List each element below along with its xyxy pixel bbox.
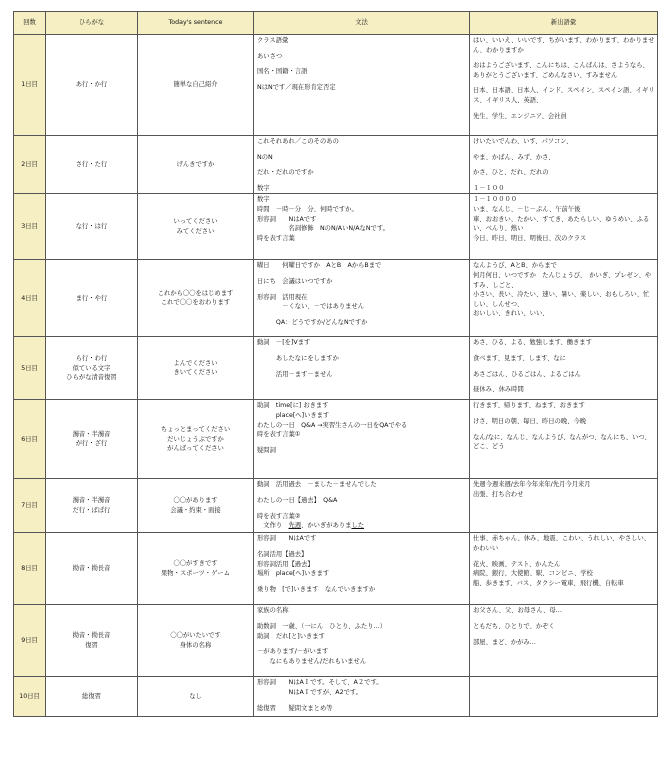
sentence-cell [138,260,254,337]
header-row [14,12,658,35]
hiragana-cell [46,136,138,194]
sentence-line: 〇〇がすきです [173,560,218,568]
grammar-line: 総復習 疑問文まとめ等 [257,704,333,712]
table-row [14,479,658,533]
day-cell: 5日目 [14,337,46,400]
vocab-cell [470,400,658,479]
vocab-line: 食べます、見ます、します、なに [473,354,566,362]
hiragana-line: 似ている文字 [72,364,111,372]
hiragana-line: ま行・や行 [75,294,108,302]
vocab-line: おいしい、きれい、いい、 [473,310,549,318]
grammar-line: 助詞 time[に] おきます [257,402,329,410]
vocab-lines [470,337,657,394]
vocab-line: やま、かばん、みず、かさ、 [473,153,555,161]
vocab-line: けさ、明日の朝、毎日、昨日の晩、今晩 [473,417,587,425]
vocab-line: １－１００００ [473,196,518,204]
grammar-line: 数字 [257,184,270,192]
header-hiragana: ひらがな [46,12,138,35]
table-row [14,400,658,479]
grammar-line: 形容詞 NはAです [257,535,317,543]
grammar-lines [254,400,469,455]
table-row [14,136,658,194]
table-row [14,260,658,337]
sentence-line: がんばってください [167,445,224,453]
grammar-cell [254,677,470,717]
sentence-line: 会議・約束・面接 [170,506,221,514]
grammar-line: 日にち 会議はいつですか [257,277,333,285]
sentence-cell [138,194,254,260]
grammar-line: わたしの一日【過去】 Q&A [257,496,338,504]
vocab-line: 花火、映画、テスト、かんたん [473,560,561,568]
underlined-text: した [351,522,365,530]
vocab-lines [470,35,657,121]
sentence-cell [138,605,254,677]
hiragana-line: だ行・ばぱ行 [72,506,111,514]
vocab-line: 日本、日本語、日本人、インド、スペイン、スペイン語、イギリス、イギリス人、英語、 [473,87,655,104]
grammar-lines [254,136,469,193]
vocab-lines [470,533,657,588]
table-row [14,605,658,677]
vocab-cell [470,194,658,260]
vocab-lines [470,400,657,451]
table-row [14,194,658,260]
grammar-lines [254,260,469,327]
vocab-line: あさ、ひる、よる、勉強します、働きます [473,339,592,347]
hiragana-cell [46,337,138,400]
vocab-line: お父さん、父、お母さん、母… [473,607,562,615]
day-cell: 3日目 [14,194,46,260]
vocab-lines [470,605,657,647]
vocab-lines [470,479,657,499]
sentence-line: 身体の名称 [179,641,212,649]
sentence-line: 〇〇がいたいです [170,632,221,640]
day-cell: 6日目 [14,400,46,479]
table-row [14,337,658,400]
vocab-line: なんようび、AとB、からまで [473,262,557,270]
grammar-line: 動詞 －[を]Vます [257,339,311,347]
vocab-lines [470,136,657,193]
vocab-line: 昼休み、休み時間 [473,386,524,394]
hiragana-line: 総復習 [82,693,101,701]
sentence-cell [138,35,254,136]
hiragana-cell [46,533,138,605]
sentence-line: だいじょうぶですか [167,435,224,443]
vocab-cell [470,35,658,136]
grammar-lines [254,533,469,594]
sentence-cell [138,533,254,605]
grammar-line: 乗り物 [で]いきます なんでいきますか [257,585,376,593]
sentence-line: いってください [173,218,218,226]
grammar-line: 形容詞 活用現在 [257,293,308,301]
day-cell: 1日目 [14,35,46,136]
day-cell: 10日目 [14,677,46,717]
vocab-line: おはようございます、こんにちは、こんばんは、さようなら、ありがとうございます、ごめんなさい、すみません [473,62,649,79]
hiragana-cell [46,479,138,533]
header-sentence: Today's sentence [138,12,254,35]
vocab-line: 先週今週来週/去年今年来年/先月今月来月 [473,481,591,489]
grammar-line: QA：どうですか/どんなNですか [257,318,368,326]
curriculum-sheet [13,11,657,717]
sentence-line: 〇〇があります [173,497,218,505]
hiragana-cell [46,194,138,260]
grammar-line: これそれあれ／このそのあの [257,138,339,145]
sentence-cell [138,400,254,479]
sentence-line: 果物・スポーツ・ゲーム [160,569,230,577]
grammar-line: place[へ]いきます [257,411,330,419]
vocab-cell [470,677,658,717]
grammar-line: 国名・国籍・言語 [257,68,308,76]
vocab-cell [470,337,658,400]
day-cell: 8日目 [14,533,46,605]
grammar-lines [254,605,469,666]
grammar-line: なにもありません/だれもいません [257,657,367,665]
grammar-lines [254,337,469,379]
grammar-line: 曜日 何曜日ですか AとB AからBまで [257,262,382,270]
grammar-line: 数字 [257,196,270,204]
grammar-cell [254,136,470,194]
grammar-line: 形容詞活用【過去】 [257,560,314,568]
grammar-line: 助数詞 一歳、（一にん ひとり、ふたり…） [257,622,387,630]
day-cell: 7日目 [14,479,46,533]
vocab-line: なん/なに、なんじ、なんようび、なんがつ、なんにち、いつ、どこ、どう [473,433,651,451]
grammar-line: クラス語彙 [257,37,289,44]
grammar-line: 家族の名称 [257,607,289,615]
vocab-cell [470,479,658,533]
hiragana-cell [46,677,138,717]
grammar-cell [254,400,470,479]
grammar-cell [254,479,470,533]
vocab-line: 行きます、帰ります、ねます、おきます [473,402,585,410]
grammar-line: 動詞 活用過去 －ました－ませんでした [257,481,377,489]
grammar-lines [254,677,469,713]
vocab-line: ともだち、ひとりで、かぞく [473,622,555,630]
sentence-line: みてください [176,227,215,235]
vocab-line: １－１００ [473,184,505,192]
vocab-line: あさごはん、ひるごはん、よるごはん [473,370,581,378]
vocab-line: かさ、ひと、だれ、だれの [473,169,549,177]
grammar-cell [254,260,470,337]
grammar-line: 活用－ます－ません [257,370,333,378]
grammar-cell [254,605,470,677]
vocab-line: はい、いいえ、いいです、ちがいます、わかります、わかりません、わかりますか [473,37,655,54]
vocab-line: 車、おおきい、たかい、すてき、あたらしい、ゆうめい、ふるい、べんり、熱い [473,215,650,233]
hiragana-line: 濁音・半濁音 [72,497,111,505]
header-vocab: 新出語彙 [470,12,658,35]
vocab-line: 今日、昨日、明日、明後日、次のクラス [473,234,587,242]
grammar-line: 場所 place[へ]いきます [257,570,330,578]
grammar-line: 名詞活用【過去】 [257,550,308,558]
grammar-cell [254,194,470,260]
grammar-line: NはNです／現在形肯定否定 [257,83,336,91]
grammar-cell [254,533,470,605]
hiragana-cell [46,260,138,337]
grammar-line: 名詞修飾 NのN/AいN/AなNです。 [257,225,389,233]
table-row [14,677,658,717]
vocab-line: 部屋、まど、かがみ… [473,638,536,646]
hiragana-line: が行・ざ行 [75,440,108,448]
vocab-line: いま、なんじ、－じ－ぷん、午前午後 [473,205,581,213]
grammar-line: NのN [257,153,273,161]
sentence-cell [138,136,254,194]
hiragana-cell [46,605,138,677]
grammar-lines [254,35,469,92]
sentence-cell [138,677,254,717]
sentence-cell [138,479,254,533]
grammar-line: わたしの一日 Q&A →実習生さんの一日をQAでやる [257,421,408,429]
vocab-lines [470,194,657,243]
day-cell: 9日目 [14,605,46,677]
day-cell: 2日目 [14,136,46,194]
sentence-line: これから〇〇をはじめます [157,289,234,297]
grammar-cell [254,35,470,136]
underlined-text: 先週 [288,522,302,530]
grammar-line: あしたなにをしますか [257,354,339,362]
sentence-line: よんでください [173,359,218,367]
sentence-line: これで〇〇をおわります [160,299,231,307]
vocab-cell [470,533,658,605]
sentence-line: なし [189,693,202,701]
table-row [14,35,658,136]
hiragana-line: さ行・た行 [75,160,108,168]
grammar-lines [254,194,469,243]
sentence-cell [138,337,254,400]
hiragana-line: 濁音・半濁音 [72,430,111,438]
grammar-line: 時を表す言葉① [257,431,301,439]
grammar-line: 助詞 だれ[と]いきます [257,632,325,640]
vocab-lines [470,677,657,678]
grammar-cell [254,337,470,400]
grammar-line: 時間 －時－分 分、何時ですか。 [257,205,358,213]
sentence-line: ちょっとまってください [160,425,231,433]
grammar-lines [254,479,469,530]
grammar-line: 時を表す言葉 [257,234,295,242]
vocab-cell [470,260,658,337]
vocab-lines [470,260,657,319]
grammar-line: あいさつ [257,52,283,60]
grammar-line: だれ・だれのですか [257,169,314,177]
grammar-line: 疑問詞 [257,446,276,454]
sentence-line: きいてください [173,369,218,377]
grammar-line: 形容詞 NはAです [257,215,317,223]
hiragana-line: 拗音・拗長音 [72,565,111,573]
hiragana-line: ら行・わ行 [75,354,108,362]
hiragana-line: ひらがな清音復習 [66,374,117,382]
hiragana-line: な行・は行 [75,223,108,231]
vocab-line: 出張、打ち合わせ [473,490,524,498]
vocab-line: けいたいでんわ、いす、パソコン、 [473,138,573,145]
grammar-line: －くない、－ではありません [257,303,365,311]
sentence-line: 簡単な自己紹介 [173,81,218,89]
grammar-line: NはAＩですが、A2です。 [257,688,362,696]
header-day: 回数 [14,12,46,35]
curriculum-table [13,11,658,717]
hiragana-cell [46,400,138,479]
grammar-line: 文作り 先週、かいぎがありました [257,522,365,530]
day-cell: 4日目 [14,260,46,337]
sentence-line: げんきですか [176,160,215,168]
header-grammar: 文法 [254,12,470,35]
grammar-line: 時を表す言葉② [257,512,301,520]
vocab-line: 先生、学生、エンジニア、会社員 [473,112,567,120]
vocab-line: 病院、銀行、大使館、駅、コンビニ、学校 [473,570,593,578]
hiragana-cell [46,35,138,136]
hiragana-line: 拗音・拗長音 [72,632,111,640]
table-row [14,533,658,605]
vocab-line: 船、歩きます、バス、タクシー電車、飛行機、自転車 [473,579,624,587]
vocab-cell [470,605,658,677]
vocab-line: 小さい、長い、冷たい、速い、暑い、楽しい、おもしろい、忙しい、しんせつ、 [473,291,650,308]
hiragana-line: あ行・か行 [75,81,108,89]
vocab-line: 仕事、赤ちゃん、休み、地震、こわい、うれしい、やさしい、かわいい [473,535,651,552]
grammar-line: －があります/－がいます [257,648,329,656]
grammar-line: 形容詞 NはAＩです。そして、A２です。 [257,679,383,687]
vocab-cell [470,136,658,194]
vocab-line: 何月何日、いつですか たんじょうび、 かいぎ、プレゼン、やすみ、しごと、 [473,271,652,289]
hiragana-line: 復習 [85,641,98,649]
